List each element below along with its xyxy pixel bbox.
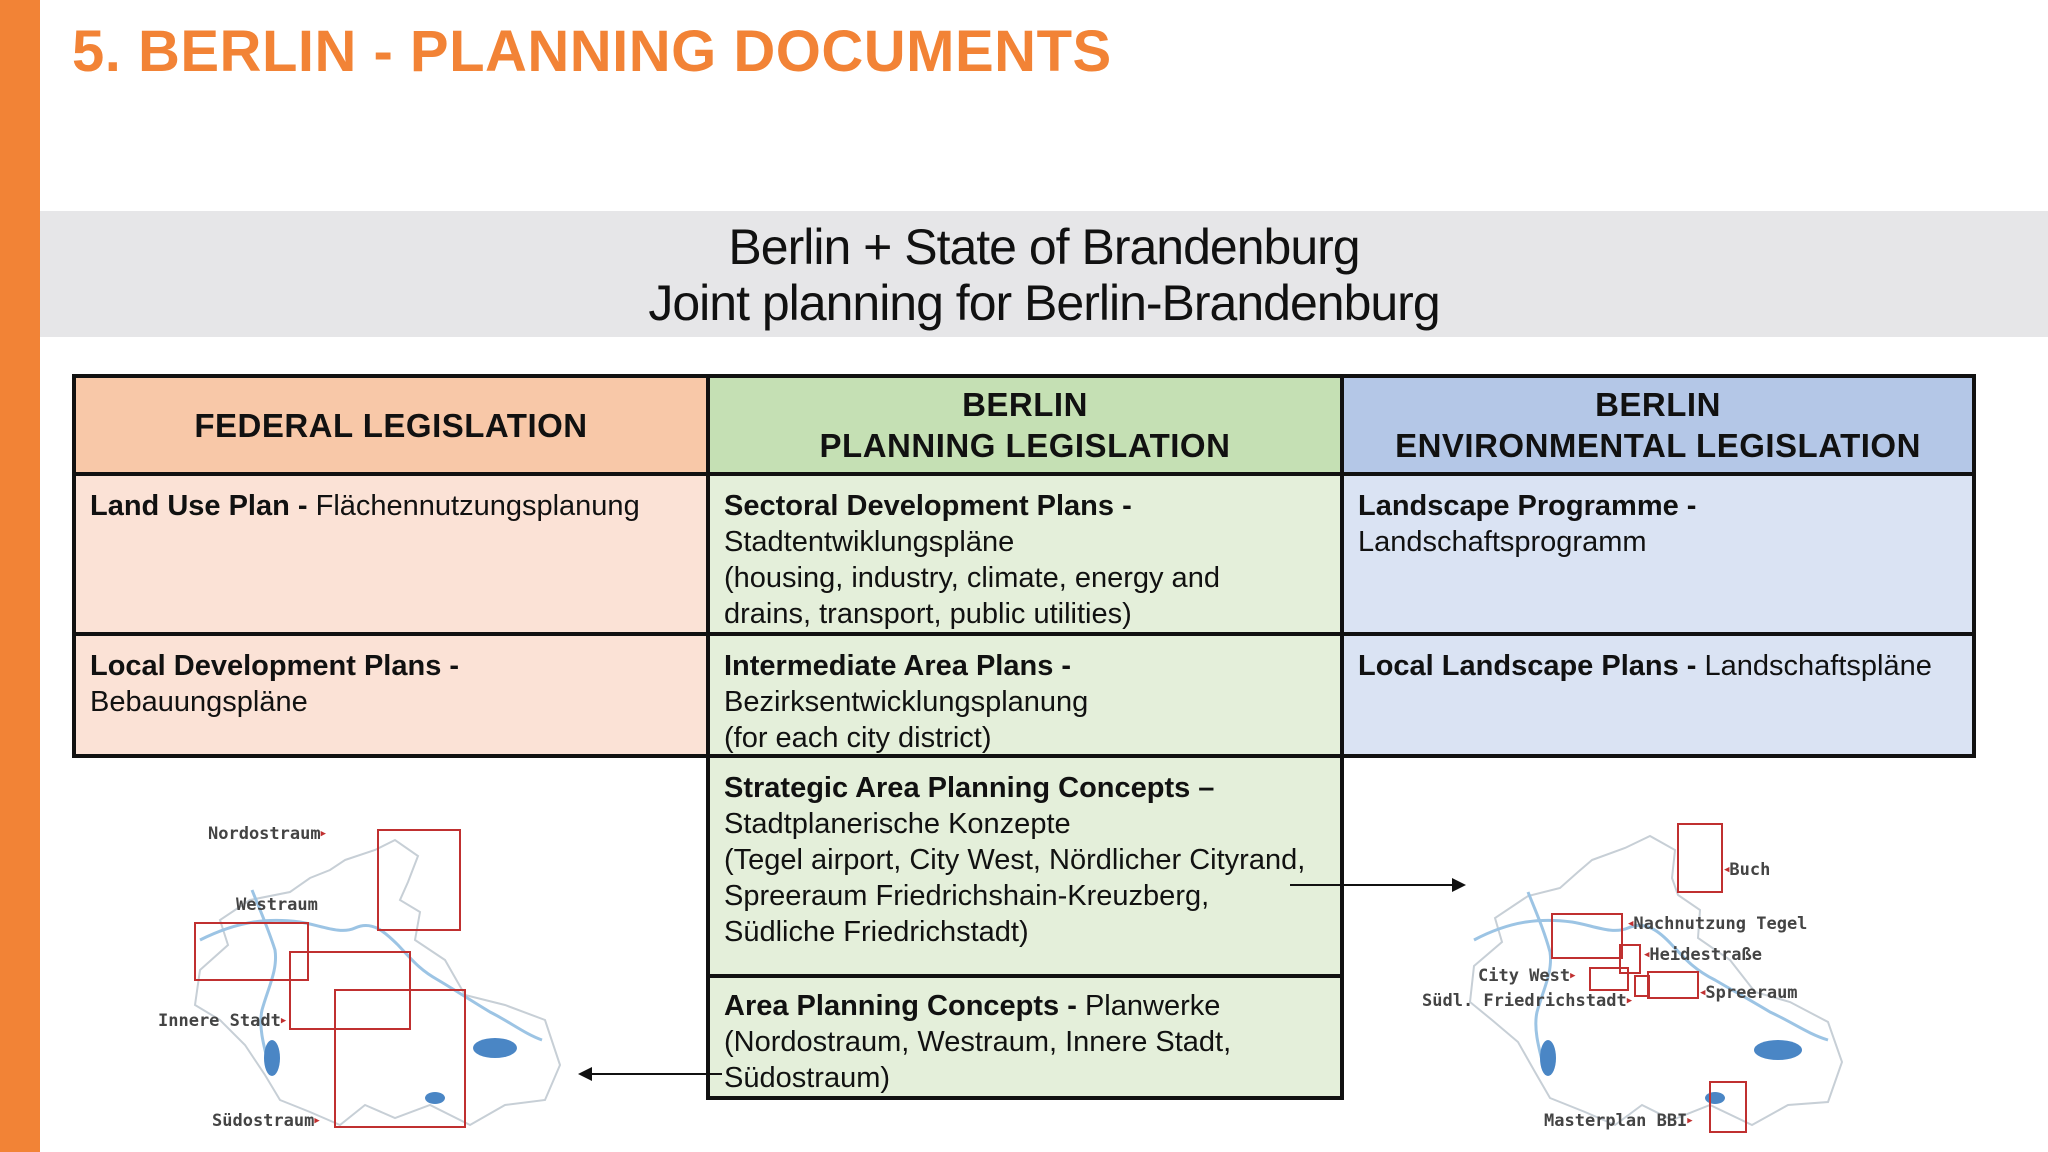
berlin-planning-header-line-1: BERLIN <box>962 386 1088 423</box>
berlin-environmental-header-line-2: ENVIRONMENTAL LEGISLATION <box>1395 427 1921 464</box>
intermediate-area-plans-title: Intermediate Area Plans - <box>724 650 1072 682</box>
land-use-plan-title: Land Use Plan - <box>90 490 316 522</box>
map-label-nachnutzung-tegel: ◀Nachnutzung Tegel <box>1628 914 1808 934</box>
landscape-programme-title: Landscape Programme - <box>1358 490 1697 522</box>
sectoral-plans-line: Stadtentwiklungspläne <box>724 526 1015 558</box>
strategic-concepts-line: (Tegel airport, City West, Nördlicher Cityrand, <box>724 844 1306 876</box>
intermediate-area-plans-cell <box>706 632 1344 758</box>
federal-header-text: FEDERAL LEGISLATION <box>194 406 588 444</box>
map-label-nordostraum: Nordostraum▶ <box>208 824 327 844</box>
strategic-concepts-line: Stadtplanerische Konzepte <box>724 808 1071 840</box>
map-label-masterplan-bbi: Masterplan BBI▶ <box>1544 1111 1693 1131</box>
landscape-programme-cell <box>1340 472 1976 636</box>
berlin-planning-header-line-2: PLANNING LEGISLATION <box>819 427 1231 464</box>
local-landscape-plans-title: Local Landscape Plans - <box>1358 650 1705 682</box>
area-concepts-line: Südostraum) <box>724 1062 891 1094</box>
land-use-plan-text: Flächennutzungsplanung <box>315 490 640 522</box>
strategic-concepts-line: Spreeraum Friedrichshain-Kreuzberg, <box>724 880 1210 912</box>
area-concepts-inline: Planwerke <box>1084 990 1221 1022</box>
map-label-westraum: Westraum <box>236 895 318 915</box>
map-label-suedl-friedrichstadt: Südl. Friedrichstadt▶ <box>1422 991 1633 1011</box>
arrow-to-area-map <box>580 1073 722 1075</box>
map-label-city-west: City West▶ <box>1478 966 1576 986</box>
map-label-suedostraum: Südostraum▶ <box>212 1111 320 1131</box>
banner-line-2: Joint planning for Berlin-Brandenburg <box>648 275 1440 331</box>
sectoral-development-plans-cell <box>706 472 1344 636</box>
map-label-innere-stadt: Innere Stadt▶ <box>158 1011 287 1031</box>
strategic-concepts-line: Südliche Friedrichstadt) <box>724 916 1029 948</box>
slide-title: 5. BERLIN - PLANNING DOCUMENTS <box>72 19 1112 84</box>
landscape-programme-text: Landschaftsprogramm <box>1358 526 1647 558</box>
berlin-planning-header <box>706 374 1344 476</box>
local-landscape-plans-cell <box>1340 632 1976 758</box>
area-concepts-map <box>150 800 570 1150</box>
banner-line-1: Berlin + State of Brandenburg <box>728 219 1360 275</box>
map-label-heidestrasse: ◀Heidestraße <box>1644 945 1763 965</box>
local-development-plans-text: Bebauungspläne <box>90 686 308 718</box>
strategic-area-concepts-cell <box>706 754 1344 978</box>
accent-bar <box>0 0 40 1152</box>
local-landscape-plans-text: Landschaftspläne <box>1704 650 1932 682</box>
berlin-environmental-header <box>1340 374 1976 476</box>
berlin-map-left-svg <box>150 800 570 1150</box>
area-concepts-line: (Nordostraum, Westraum, Innere Stadt, <box>724 1026 1232 1058</box>
map-label-buch: ◀Buch <box>1724 860 1771 880</box>
strategic-concepts-map <box>1410 800 1930 1150</box>
local-development-plans-cell <box>72 632 710 758</box>
area-concepts-title: Area Planning Concepts - <box>724 990 1085 1022</box>
intermediate-area-plans-line: Bezirksentwicklungsplanung <box>724 686 1089 718</box>
sectoral-plans-title: Sectoral Development Plans - <box>724 490 1132 522</box>
land-use-plan-cell <box>72 472 710 636</box>
banner <box>40 211 2048 337</box>
area-planning-concepts-cell <box>706 974 1344 1100</box>
berlin-environmental-header-line-1: BERLIN <box>1595 386 1721 423</box>
local-development-plans-title: Local Development Plans - <box>90 650 460 682</box>
strategic-concepts-title: Strategic Area Planning Concepts – <box>724 772 1215 804</box>
federal-legislation-header <box>72 374 710 476</box>
sectoral-plans-line: drains, transport, public utilities) <box>724 598 1132 630</box>
map-label-spreeraum: ◀Spreeraum <box>1700 983 1798 1003</box>
sectoral-plans-line: (housing, industry, climate, energy and <box>724 562 1220 594</box>
intermediate-area-plans-line: (for each city district) <box>724 722 992 754</box>
